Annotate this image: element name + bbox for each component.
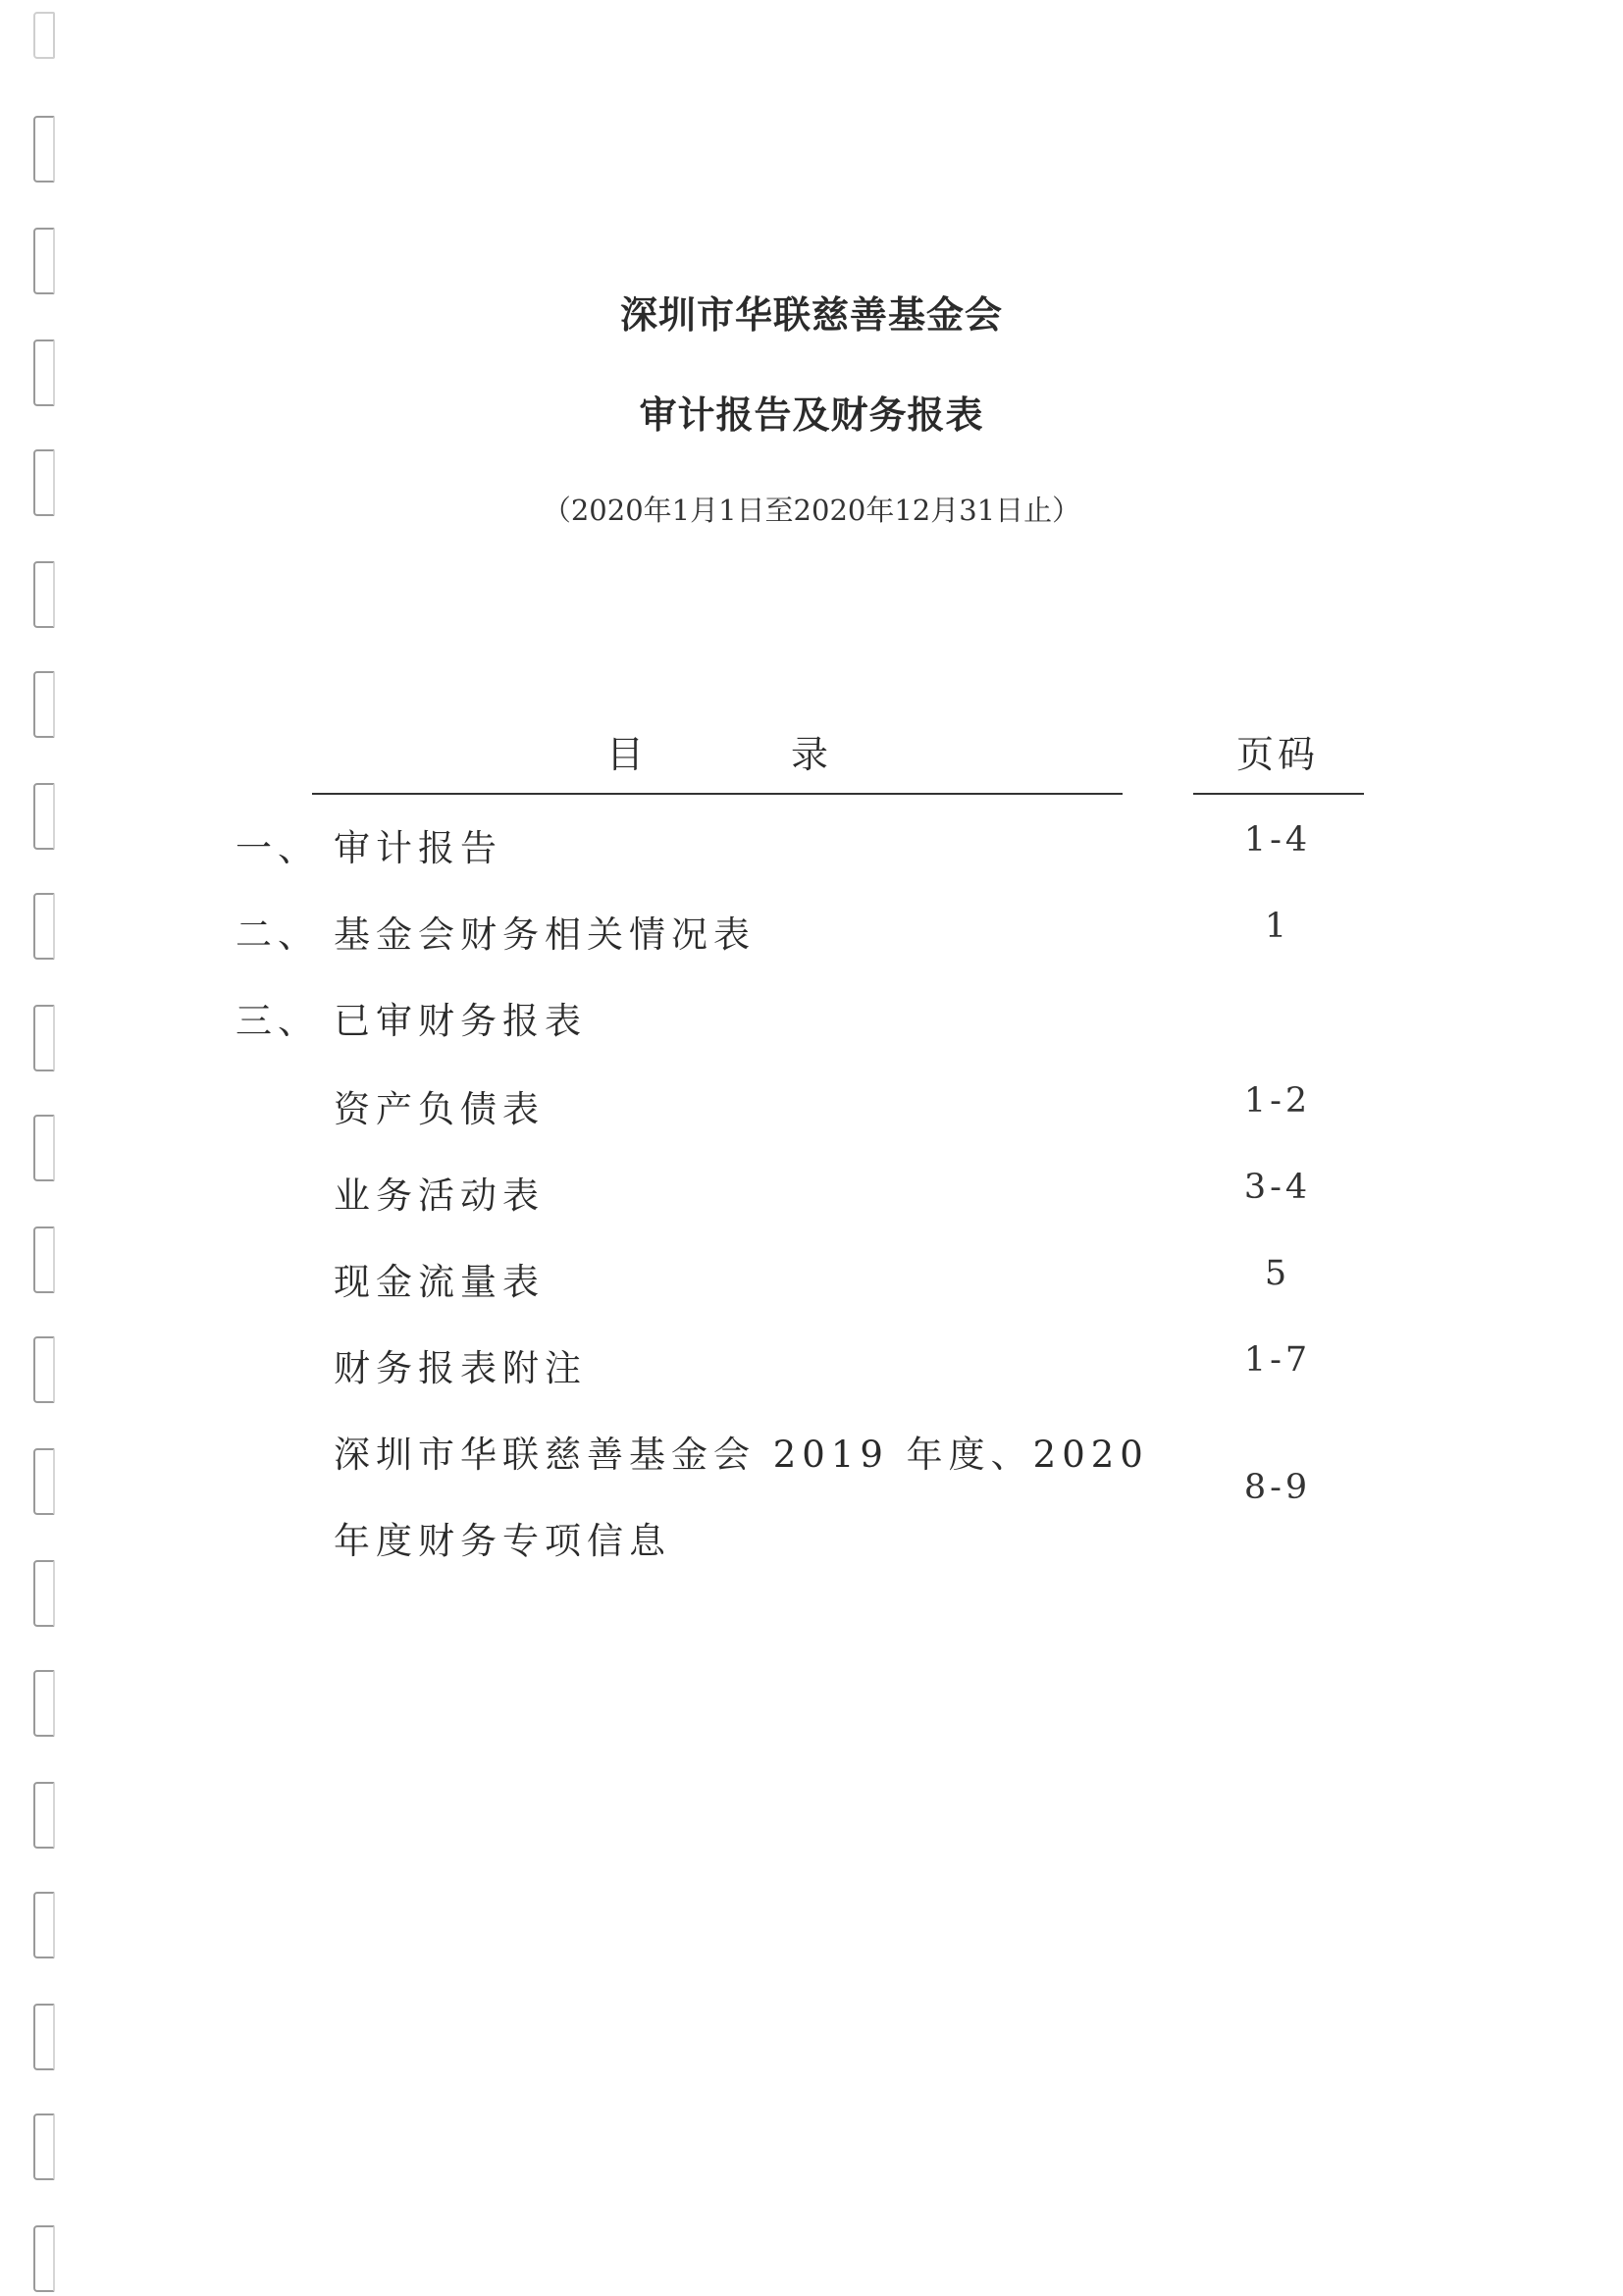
binding-hole-mark [33, 1226, 55, 1293]
toc-item-balance-sheet: 资产负债表 [334, 1088, 545, 1130]
toc-item-notes: 财务报表附注 [334, 1347, 587, 1389]
binding-hole-mark [33, 783, 55, 850]
toc-section-page: 1-4 [1243, 820, 1312, 860]
binding-hole-mark [33, 893, 55, 960]
toc-title-underline [312, 793, 1123, 795]
binding-hole-mark [33, 1448, 55, 1515]
binding-hole-mark [33, 1670, 55, 1737]
organization-name: 深圳市华联慈善基金会 [619, 292, 1003, 337]
binding-hole-mark [33, 2225, 55, 2292]
toc-section-label: 已审财务报表 [334, 1000, 587, 1042]
toc-section-number: 一、 [236, 827, 320, 869]
report-period: （2020年1月1日至2020年12月31日止） [542, 494, 1081, 527]
binding-hole-mark [33, 1560, 55, 1627]
binding-hole-mark [33, 2004, 55, 2070]
binding-hole-mark [33, 1005, 55, 1071]
toc-item-cash-flow: 现金流量表 [334, 1261, 545, 1303]
toc-item-special-info-line2: 年度财务专项信息 [334, 1520, 671, 1562]
toc-section-label: 基金会财务相关情况表 [334, 913, 756, 956]
binding-hole-mark [33, 2113, 55, 2180]
binding-hole-mark [33, 561, 55, 628]
toc-item-page: 1-7 [1243, 1340, 1312, 1380]
report-title: 审计报告及财务报表 [639, 392, 984, 437]
toc-section-number: 二、 [236, 913, 320, 956]
binding-hole-mark [33, 1782, 55, 1849]
toc-section-number: 三、 [236, 1000, 320, 1042]
toc-item-activity-statement: 业务活动表 [334, 1174, 545, 1217]
toc-item-page: 1-2 [1243, 1081, 1312, 1121]
toc-section-label: 审计报告 [334, 827, 502, 869]
toc-column-title: 目录 [605, 733, 975, 776]
toc-page-underline [1193, 793, 1364, 795]
binding-hole-mark [33, 12, 55, 59]
binding-hole-mark [33, 1336, 55, 1403]
toc-section-page: 1 [1264, 907, 1291, 946]
toc-item-page: 8-9 [1243, 1468, 1312, 1507]
toc-item-page: 3-4 [1243, 1168, 1312, 1207]
binding-hole-mark [33, 116, 55, 183]
toc-item-page: 5 [1264, 1254, 1291, 1293]
binding-hole-mark [33, 1115, 55, 1181]
toc-item-special-info-line1: 深圳市华联慈善基金会 2019 年度、2020 [334, 1434, 1149, 1476]
binding-hole-mark [33, 1892, 55, 1958]
binding-hole-mark [33, 671, 55, 738]
binding-margin [33, 0, 63, 2296]
toc-column-page: 页码 [1235, 733, 1319, 776]
